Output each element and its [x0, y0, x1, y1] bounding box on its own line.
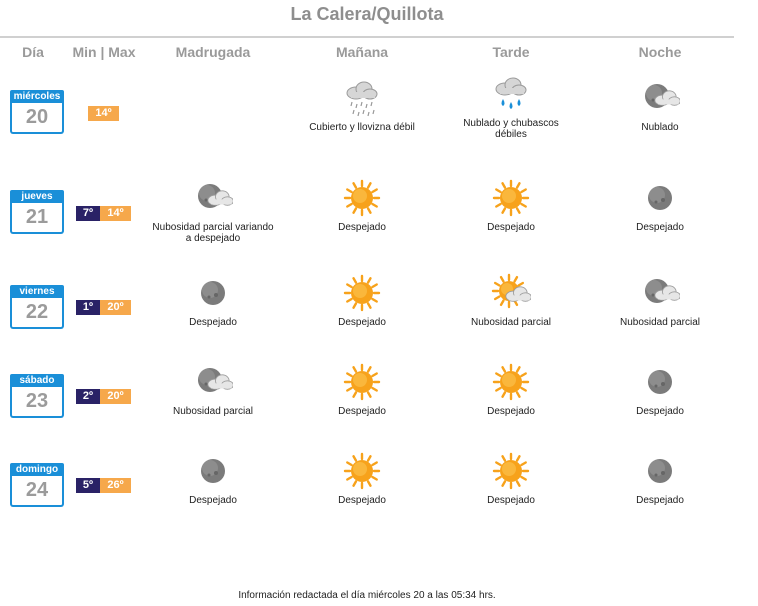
date-number: 24 [10, 476, 64, 507]
forecast-row [0, 178, 734, 258]
forecast-row [0, 273, 734, 353]
cloud-drizzle-icon [342, 78, 382, 118]
period-description: Cubierto y llovizna débil [309, 122, 415, 133]
header-day: Día [22, 44, 44, 60]
period-description: Despejado [487, 495, 535, 506]
moon-cloud-icon [640, 78, 680, 118]
period-manana [287, 451, 437, 506]
sun-icon [342, 362, 382, 402]
forecast-row [0, 362, 734, 442]
period-description: Despejado [338, 406, 386, 417]
period-description: Despejado [338, 317, 386, 328]
date-number: 23 [10, 387, 64, 418]
header-noche: Noche [638, 44, 682, 60]
sun-icon [342, 273, 382, 313]
period-tarde [436, 74, 586, 140]
max-temp: 20º [100, 300, 131, 315]
max-temp: 26º [100, 478, 131, 493]
weekday-label: miércoles [10, 90, 64, 103]
period-manana [287, 362, 437, 417]
date-number: 22 [10, 298, 64, 329]
period-manana [287, 273, 437, 328]
period-noche [585, 178, 735, 233]
header-tarde: Tarde [492, 44, 530, 60]
period-description: Despejado [189, 495, 237, 506]
period-description: Despejado [636, 495, 684, 506]
period-description: Despejado [189, 317, 237, 328]
temperature-badges [76, 206, 131, 221]
moon-cloud-icon [193, 362, 233, 402]
moon-icon [193, 273, 233, 313]
weekday-label: jueves [10, 190, 64, 203]
header-madrugada: Madrugada [175, 44, 251, 60]
period-description: Nubosidad parcial [470, 317, 552, 328]
weekday-label: sábado [10, 374, 64, 387]
header-manana: Mañana [335, 44, 389, 60]
sun-cloud-icon [491, 273, 531, 313]
period-description: Nublado y chubascos débiles [463, 118, 559, 140]
period-description: Despejado [338, 222, 386, 233]
period-manana [287, 178, 437, 233]
page-title: La Calera/Quillota [290, 4, 444, 24]
period-tarde [436, 273, 586, 328]
temperature-badges [76, 478, 131, 493]
date-number: 21 [10, 203, 64, 234]
calendar-date [10, 90, 64, 136]
max-temp: 14º [88, 106, 119, 121]
period-description: Nubosidad parcial [172, 406, 254, 417]
temperature-badges [76, 106, 119, 121]
update-note: Información redactada el día miércoles 20 a las 05:34 hrs. [238, 590, 496, 601]
forecast-row [0, 78, 734, 158]
period-tarde [436, 362, 586, 417]
weekday-label: viernes [10, 285, 64, 298]
cloud-rain-icon [491, 74, 531, 114]
moon-icon [640, 178, 680, 218]
period-description: Nubosidad parcial variando a despejado [152, 222, 274, 244]
min-temp: 7º [76, 206, 100, 221]
period-description: Despejado [636, 222, 684, 233]
temperature-badges [76, 300, 131, 315]
calendar-date [10, 463, 64, 509]
period-description: Despejado [636, 406, 684, 417]
min-temp: 1º [76, 300, 100, 315]
calendar-date [10, 285, 64, 331]
period-noche [585, 362, 735, 417]
period-noche [585, 451, 735, 506]
moon-icon [640, 362, 680, 402]
period-description: Nubosidad parcial [619, 317, 701, 328]
sun-icon [491, 178, 531, 218]
period-manana [287, 78, 437, 133]
min-temp: 5º [76, 478, 100, 493]
period-description: Despejado [487, 222, 535, 233]
period-description: Despejado [487, 406, 535, 417]
min-temp: 2º [76, 389, 100, 404]
period-madrugada [138, 451, 288, 506]
period-noche [585, 78, 735, 133]
sun-icon [491, 362, 531, 402]
header-minmax: Min | Max [72, 44, 136, 60]
moon-cloud-icon [640, 273, 680, 313]
weekday-label: domingo [10, 463, 64, 476]
period-madrugada [138, 273, 288, 328]
period-tarde [436, 451, 586, 506]
moon-cloud-icon [193, 178, 233, 218]
sun-icon [491, 451, 531, 491]
sun-icon [342, 451, 382, 491]
period-tarde [436, 178, 586, 233]
period-description: Despejado [338, 495, 386, 506]
max-temp: 20º [100, 389, 131, 404]
temperature-badges [76, 389, 131, 404]
forecast-row [0, 451, 734, 531]
calendar-date [10, 190, 64, 236]
period-madrugada [138, 362, 288, 417]
max-temp: 14º [100, 206, 131, 221]
moon-icon [640, 451, 680, 491]
period-description: Nublado [641, 122, 679, 133]
period-noche [585, 273, 735, 328]
sun-icon [342, 178, 382, 218]
title-divider [0, 36, 734, 38]
period-madrugada [138, 178, 288, 244]
date-number: 20 [10, 103, 64, 134]
moon-icon [193, 451, 233, 491]
calendar-date [10, 374, 64, 420]
